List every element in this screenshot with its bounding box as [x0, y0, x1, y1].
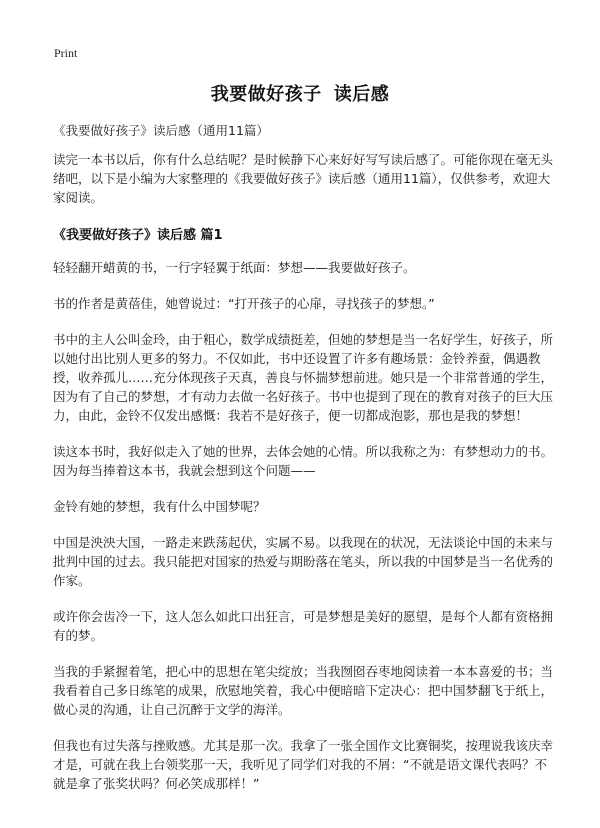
section-heading: 《我要做好孩子》读后感 篇1	[53, 228, 223, 243]
title-main: 我要做好孩子	[210, 84, 322, 105]
body-paragraph: 但我也有过失落与挫败感。尤其是那一次。我拿了一张全国作文比赛铜奖，按理说我该庆幸才是，可就在我上台领奖那一天，我听见了同学们对我的不屑：“不就是语文课代表吗？不就是拿了张奖状吗？何必笑成那样！”	[53, 738, 554, 791]
body-paragraph: 书的作者是黄蓓佳，她曾说过：“打开孩子的心扉，寻找孩子的梦想。”	[53, 296, 435, 311]
intro-paragraph: 读完一本书以后，你有什么总结呢？是时候静下心来好好写写读后感了。可能你现在毫无头绪吧，以下是小编为大家整理的《我要做好孩子》读后感（通用11篇），仅供参考，欢迎大家阅读。	[53, 152, 554, 205]
body-paragraph: 当我的手紧握着笔，把心中的思想在笔尖绽放；当我囫囵吞枣地阅读着一本本喜爱的书；当我看着自己多日练笔的成果，欣慰地笑着，我心中便暗暗下定决心：把中国梦翻飞于纸上，做心灵的沟通，让自己沉醉于文学的海洋。	[53, 664, 554, 717]
body-paragraph: 中国是泱泱大国，一路走来跌荡起伏，实属不易。以我现在的状况，无法谈论中国的未来与批判中国的过去。我只能把对国家的热爱与期盼落在笔头，所以我的中国梦是当一名优秀的作家。	[53, 535, 554, 588]
page-title	[0, 80, 600, 106]
body-paragraph: 轻轻翻开蜡黄的书，一行字轻翼于纸面：梦想——我要做好孩子。	[53, 260, 416, 275]
body-paragraph: 读这本书时，我好似走入了她的世界，去体会她的心情。所以我称之为：有梦想动力的书。因为每当捧着这本书，我就会想到这个问题——	[53, 444, 554, 478]
body-paragraph: 金铃有她的梦想，我有什么中国梦呢？	[53, 499, 266, 514]
title-suffix: 读后感	[333, 84, 390, 105]
body-paragraph: 书中的主人公叫金玲，由于粗心，数学成绩挺差，但她的梦想是当一名好学生，好孩子，所以她付出比别人更多的努力。不仅如此，书中还设置了许多有趣场景：金铃养蚕，偶遇教授，收养孤儿……充分体现孩子天真，善良与怀揣梦想前进。她只是一个非常普通的学生，因为有了自己的梦想，才有动力去做一名好孩子。书中也提到了现在的教育对孩子的巨大压力，由此，金铃不仅发出感慨：我若不是好孩子，便一切都成泡影，那也是我的梦想！	[53, 332, 554, 423]
article-body	[53, 150, 556, 810]
body-paragraph: 或许你会齿冷一下，这人怎么如此口出狂言，可是梦想是美好的愿望，是每个人都有资格拥有的梦。	[53, 609, 554, 643]
article-subtitle: 《我要做好孩子》读后感（通用11篇）	[53, 123, 269, 138]
print-link[interactable]: Print	[54, 46, 78, 60]
